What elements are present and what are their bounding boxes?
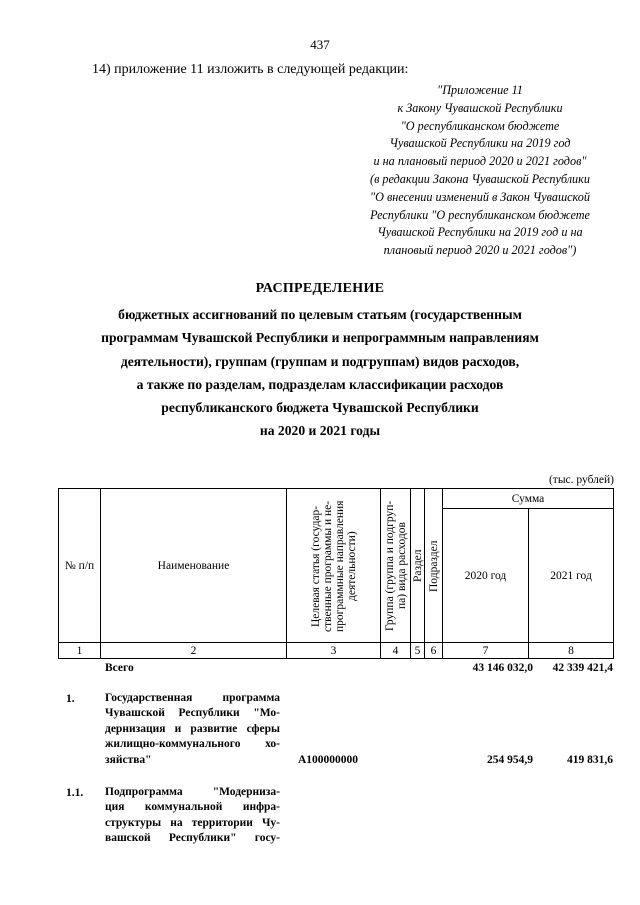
col-number: 8 [529,643,614,659]
appendix-line: Чувашской Республики на 2019 год [389,136,571,151]
header-subsection [425,489,443,643]
header-subsection-text: Подраздел [427,539,440,592]
row-value-2020: 254 954,9 [487,754,533,766]
appendix-line: (в редакции Закона Чувашской Республики [370,171,590,186]
row-name [105,691,280,768]
units-label: (тыс. рублей) [548,474,614,486]
row-value-2021: 419 831,6 [567,754,613,766]
col-number: 5 [411,643,425,659]
col-number: 4 [381,643,411,659]
appendix-line: и на плановый период 2020 и 2021 годов" [373,154,587,169]
document-title: РАСПРЕДЕЛЕНИЕ [255,281,385,296]
row-name-line: дернизация и развитие сферы [105,722,280,735]
row-number: 1.1. [66,787,84,799]
col-number: 2 [101,643,287,659]
subtitle-line: а также по разделам, подразделам классификации расходов [136,376,504,392]
col-number: 1 [59,643,101,659]
document-subtitle [0,303,640,443]
page-number: 437 [310,37,330,52]
appendix-line: к Закону Чувашской Республики [397,100,563,115]
row-name-line: Чувашской Республики "Мо- [105,707,280,720]
total-2020: 43 146 032,0 [472,662,533,674]
intro-text: 14) приложение 11 изложить в следующей редакции: [92,62,409,77]
row-number: 1. [66,693,75,705]
header-2021: 2021 год [529,509,614,643]
row-name-line: Подпрограмма "Модерниза- [105,786,280,798]
total-label: Всего [105,662,134,674]
row-name-line: жилищно-коммунального хо- [105,738,280,751]
header-section [411,489,425,643]
subtitle-line: республиканского бюджета Чувашской Республики [161,400,479,416]
row-name [105,785,280,847]
appendix-line: Чувашской Республики на 2019 год и на [377,225,583,240]
header-name: Наименование [101,489,287,643]
appendix-line: "Приложение 11 [437,83,523,97]
header-num: № п/п [59,489,101,643]
col-number: 6 [425,643,443,659]
table-header [58,488,614,659]
appendix-line: плановый период 2020 и 2021 годов") [383,243,577,258]
subtitle-line: программам Чувашской Республики и непрограммным направлениям [101,330,539,346]
header-target-text: Целевая статья (государ-ственные программы и не-программные направления деятельности) [309,499,358,632]
row-name-line: ция коммунальной инфра- [105,801,280,814]
header-target [287,489,381,643]
col-number: 3 [287,643,381,659]
subtitle-line: деятельности), группам (группам и подгруппам) видов расходов, [120,353,520,369]
appendix-line: Республики "О республиканском бюджете [370,207,590,222]
appendix-line: "О республиканском бюджете [400,118,560,133]
header-sum: Сумма [443,489,614,509]
total-2021: 42 339 421,4 [552,662,613,674]
header-2020: 2020 год [443,509,529,643]
row-name-line: структуры на территории Чу- [105,816,280,829]
row-code: A100000000 [298,754,359,766]
subtitle-line: бюджетных ассигнований по целевым статьям (государственным [118,307,522,322]
appendix-line: "О внесении изменений в Закон Чувашской [370,189,590,204]
header-group [381,489,411,643]
row-name-line: вашской Республики" госу- [105,832,280,845]
header-group-text: Группа (группа и подгруп-па) вида расходов [383,500,408,631]
col-number: 7 [443,643,529,659]
row-name-line: Государственная программа [105,692,280,704]
subtitle-line: на 2020 и 2021 годы [259,423,381,439]
row-name-line: зяйства" [105,753,152,766]
appendix-note [330,82,630,260]
header-section-text: Раздел [411,549,424,582]
